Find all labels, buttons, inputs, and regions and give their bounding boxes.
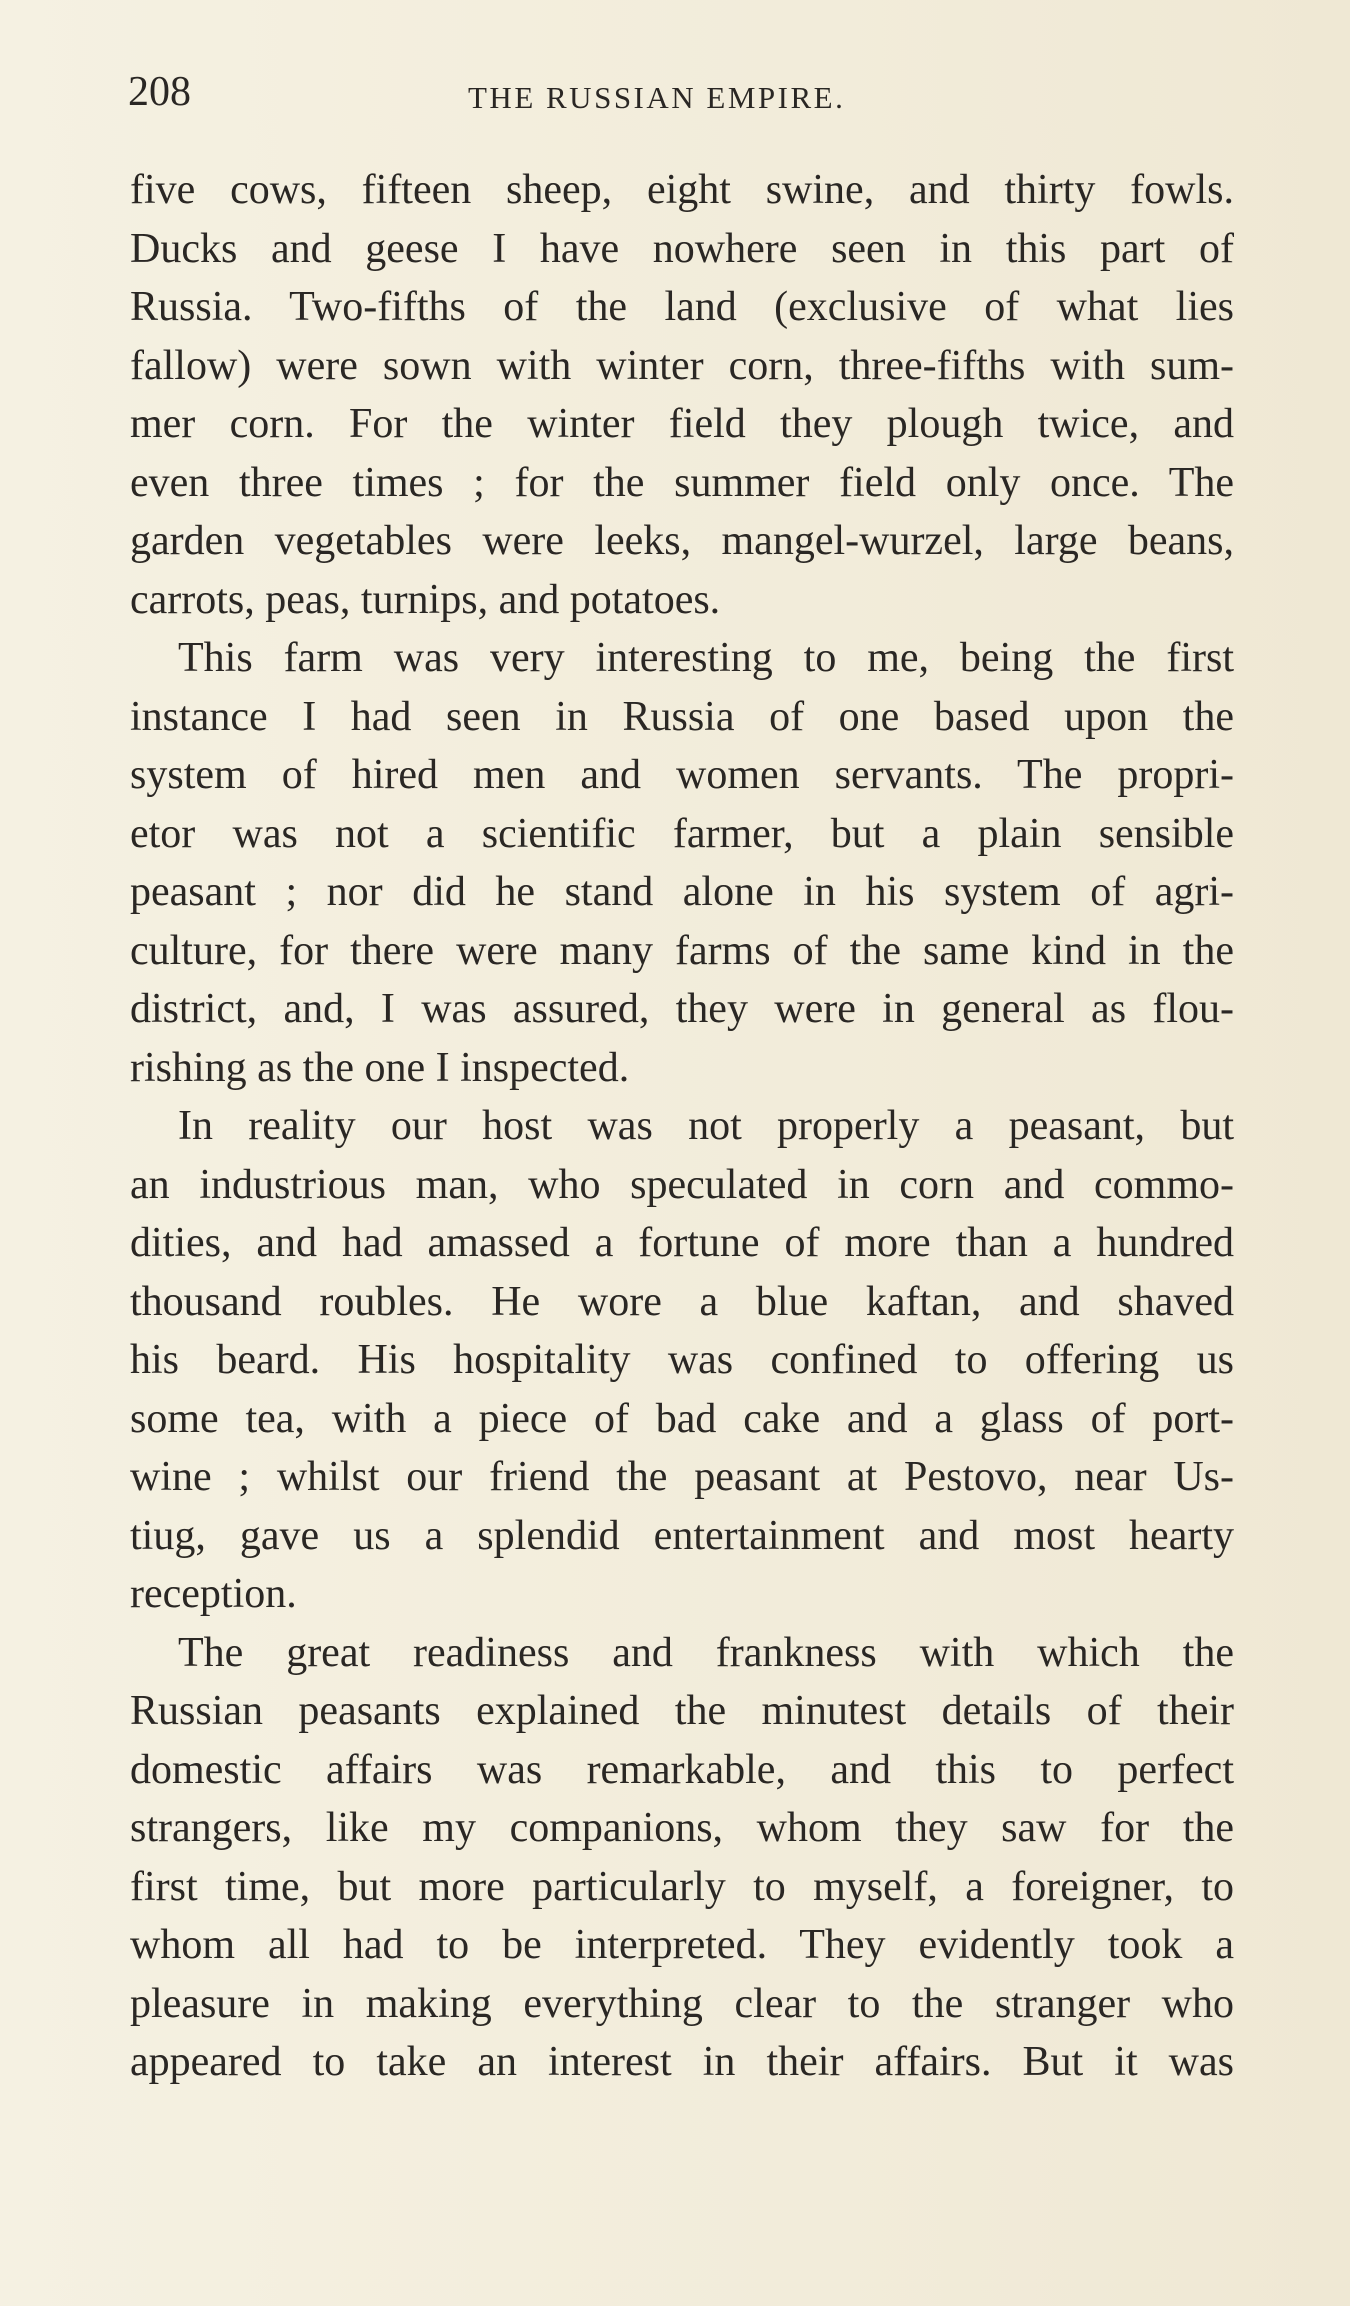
text-line: reception. xyxy=(130,1571,297,1617)
text-line: Russian peasants explained the minutest details of their xyxy=(130,1688,1234,1734)
body-text xyxy=(130,161,1234,2092)
text-line: even three times ; for the summer field only once. The xyxy=(130,459,1234,506)
text-line: etor was not a scientific farmer, but a plain sensible xyxy=(130,810,1234,857)
text-line: In reality our host was not properly a peasant, but xyxy=(178,1103,1234,1149)
text-line: system of hired men and women servants. The propri- xyxy=(130,752,1234,798)
text-line: whom all had to be interpreted. They evidently took a xyxy=(130,1922,1234,1968)
text-line: The great readiness and frankness with which the xyxy=(178,1629,1234,1676)
text-line: mer corn. For the winter field they plough twice, and xyxy=(130,401,1234,447)
text-line: culture, for there were many farms of the same kind in the xyxy=(130,927,1234,974)
text-line: appeared to take an interest in their affairs. But it was xyxy=(130,2039,1234,2085)
text-line: first time, but more particularly to myself, a foreigner, to xyxy=(130,1863,1234,1910)
text-line: Ducks and geese I have nowhere seen in this part of xyxy=(130,225,1234,272)
text-line: rishing as the one I inspected. xyxy=(130,1044,630,1091)
text-line: peasant ; nor did he stand alone in his system of agri- xyxy=(130,869,1234,915)
text-line: instance I had seen in Russia of one based upon the xyxy=(130,693,1234,740)
text-line: Russia. Two-fifths of the land (exclusive of what lies xyxy=(130,284,1234,330)
text-line: some tea, with a piece of bad cake and a glass of port- xyxy=(130,1395,1234,1442)
text-line: an industrious man, who speculated in corn and commo- xyxy=(130,1161,1234,1208)
text-line: strangers, like my companions, whom they saw for the xyxy=(130,1805,1234,1851)
text-line: garden vegetables were leeks, mangel-wurzel, large beans, xyxy=(130,518,1234,564)
text-line: district, and, I was assured, they were in general as flou- xyxy=(130,986,1234,1032)
text-line: domestic affairs was remarkable, and this to perfect xyxy=(130,1746,1234,1793)
text-line: five cows, fifteen sheep, eight swine, and thirty fowls. xyxy=(130,167,1234,213)
text-line: thousand roubles. He wore a blue kaftan, and shaved xyxy=(130,1278,1234,1325)
text-line: This farm was very interesting to me, being the first xyxy=(178,635,1234,681)
text-line: pleasure in making everything clear to the stranger who xyxy=(130,1980,1234,2027)
text-line: carrots, peas, turnips, and potatoes. xyxy=(130,576,721,623)
text-line: dities, and had amassed a fortune of more than a hundred xyxy=(130,1220,1234,1266)
text-line: his beard. His hospitality was confined to offering us xyxy=(130,1337,1234,1383)
text-line: tiug, gave us a splendid entertainment and most hearty xyxy=(130,1512,1234,1559)
running-title: THE RUSSIAN EMPIRE. xyxy=(468,80,846,115)
text-line: fallow) were sown with winter corn, three-fifths with sum- xyxy=(130,342,1234,389)
text-line: wine ; whilst our friend the peasant at Pestovo, near Us- xyxy=(130,1454,1234,1500)
page-header xyxy=(128,62,1238,122)
page-number: 208 xyxy=(128,69,191,115)
